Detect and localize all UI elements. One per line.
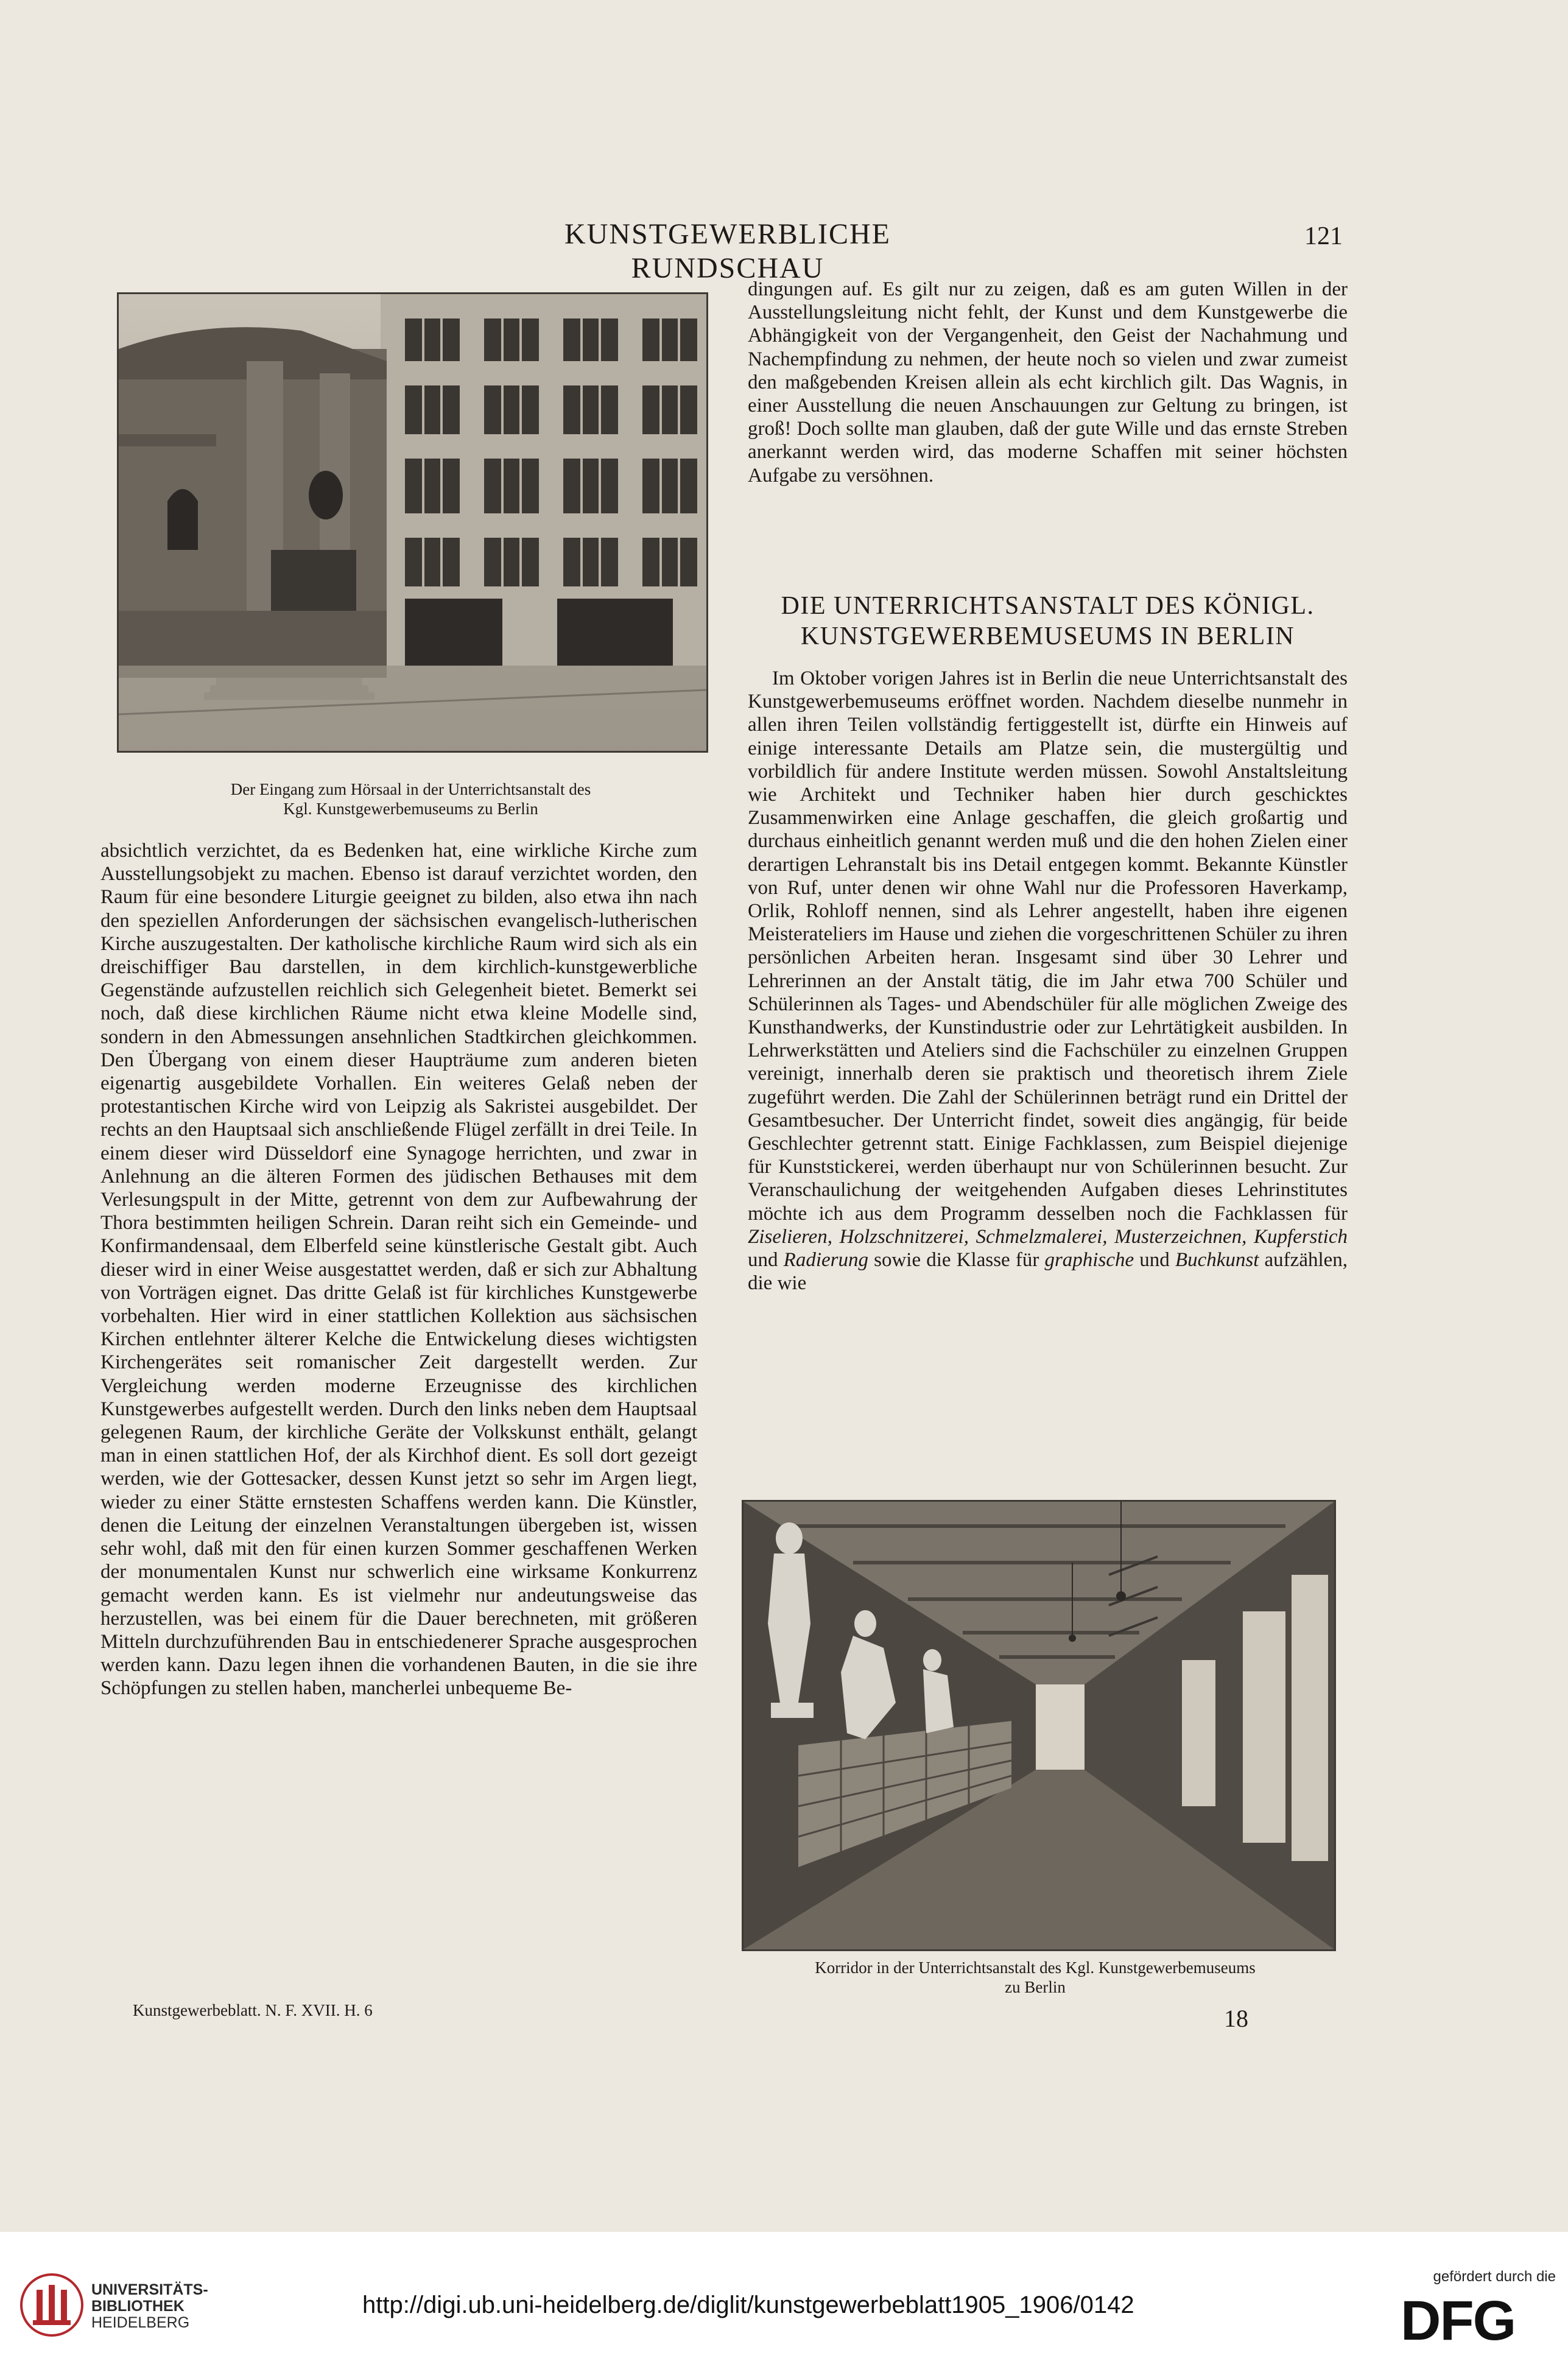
left-paragraph: absichtlich verzichtet, da es Bedenken hat, eine wirkliche Kirche zum Ausstellungsobjekt zu machen. Ebenso ist darauf verzichtet worden, den Raum für eine besondere Liturgie geeignet zu bilden, also etwa ihn nach den speziellen Anforderungen der sächsischen evangelisch-lutherischen Kirche auszugestalten. Der katholische kirchliche Raum wird sich als ein dreischiffiger Bau darstellen, in dem kirchlich-kunstgewerbliche Gegenstände aufzustellen reichlich sich Gelegenheit bietet. Bemerkt sei noch, daß diese kirchlichen Räume nicht etwa kleine Modelle sind, sondern in den Abmessungen ansehnlichen Stadtkirchen gleichkommen. Den Übergang von einem dieser Haupträume zum anderen bieten eigenartig ausgebildete Vorhallen. Ein weiteres Gelaß neben der protestantischen Kirche wird von Leipzig als Sakristei ausgebildet. Der rechts an den Hauptsaal sich anschließende Flügel zerfällt in drei Teile. In einem dieser wird Düsseldorf eine Synagoge herrichten, und zwar in Anlehnung an die älteren Formen des jüdischen Bethauses mit dem Verlesungspult in der Mitte, getrennt von dem zur Aufbewahrung der Thora bestimmten heiligen Schrein. Daran reiht sich ein Gemeinde- und Konfirmandensaal, dem Elberfeld seine künstlerische Gestalt gibt. Auch dieser wird in einer Weise ausgestattet werden, daß er sich zur Abhaltung von Vorträgen eignet. Das dritte Gelaß ist für kirchliches Kunstgewerbe vorbehalten. Hier wird in einer stattlichen Kollektion aus sächsischen Kirchen entlehnter älterer Kelche die Entwickelung dieses wichtigsten Kirchengerätes seit romanischer Zeit dargestellt werden. Zur Vergleichung werden moderne Erzeugnisse des kirchlichen Kunstgewerbes aufgestellt werden. Durch den links neben dem Hauptsaal gelegenen Raum, der kirchliche Geräte der Volkskunst enthält, gelangt man in einen stattlichen Hof, der als Kirchhof dient. Es soll dort gezeigt werden, wie der Gottesacker, dessen Kunst jetzt so sehr im Argen liegt, wieder zu einer Stätte ernstesten Schaffens werden kann. Die Künstler, denen die Leitung der einzelnen Veranstaltungen übergeben ist, wissen sehr wohl, daß mit den für einen kurzen Sommer geschaffenen Werken der monumentalen Kunst nur schwerlich eine wirksame Konkurrenz gemacht werden kann. Es ist vielmehr nur andeutungsweise das herzustellen, was bei einem für die Dauer berechneten, mit größeren Mitteln durchzuführenden Bau in entschiedenerer Sprache ausgesprochen werden kann. Dazu legen ihnen die vorhandenen Bauten, in die sie ihre Schöpfungen zu stellen haben, mancherlei unbequeme Be- xyxy=(100,840,697,1700)
italic-class-list: Ziselieren, Holzschnitzerei, Schmelzmalerei, Musterzeichnen, Kupferstich xyxy=(748,1225,1348,1248)
funding-label: gefördert durch die xyxy=(1433,2268,1556,2285)
connector-text-1: und xyxy=(748,1249,784,1272)
italic-graphische: graphische xyxy=(1044,1249,1134,1272)
figure1-caption-line1: Der Eingang zum Hörsaal in der Unterrichtsanstalt des xyxy=(230,780,591,798)
figure1-caption-line2: Kgl. Kunstgewerbemuseums zu Berlin xyxy=(283,800,538,818)
figure2-caption-line2: zu Berlin xyxy=(1005,1978,1066,1996)
section-paragraph xyxy=(748,667,1348,1295)
publication-footer: Kunstgewerbeblatt. N. F. XVII. H. 6 xyxy=(133,2001,373,2019)
library-line2: BIBLIOTHEK xyxy=(91,2298,185,2315)
university-library-name xyxy=(91,2282,208,2331)
corridor-illustration xyxy=(744,1502,1334,1949)
figure1-caption xyxy=(117,779,705,818)
section-body-text xyxy=(748,667,1348,1474)
figure2-caption-line1: Korridor in der Unterrichtsanstalt des Kgl. Kunstgewerbemuseums xyxy=(815,1958,1256,1977)
section-text-before: Im Oktober vorigen Jahres ist in Berlin die neue Unterrichtsanstalt des Kunstgewerbemuseums eröffnet worden. Nachdem dieselbe nunmehr in allen ihren Teilen vollständig fertiggestellt ist, dürfte ein Hinweis auf einige interessante Details am Platze sein, die mustergültig und vorbildlich für andere Institute werden müssen. Sowohl Anstaltsleitung wie Architekt und Techniker haben hier durch geschicktes Zusammenwirken eine Anlage geschaffen, die gleich großartig und durchaus einheitlich genannt werden muß und die den hohen Zielen einer derartigen Lehranstalt bis ins Detail entgegen kommt. Bekannte Künstler von Ruf, unter denen wir ohne Wahl nur die Professoren Haverkamp, Orlik, Rohloff nennen, sind als Lehrer angestellt, haben ihre eigenen Meisterateliers im Hause und ziehen die vorgeschrittenen Schüler zu ihren persönlichen Arbeiten heran. Insgesamt sind über 30 Lehrer und Lehrerinnen an der Anstalt tätig, die im Jahr etwa 700 Schüler und Schülerinnen als Tages- und Abendschüler für alle möglichen Zweige des Kunsthandwerks, der Kunstindustrie oder zur Lehrtätigkeit ausbilden. In Lehrwerkstätten und Ateliers sind die Fachschüler zu einzelnen Gruppen vereinigt, innerhalb deren sie praktisch und theoretisch ihrem Ziele zugeführt werden. Die Zahl der Schülerinnen beträgt rund ein Drittel der Gesamtbesucher. Der Unterricht findet, soweit dies angängig, für beide Geschlechter getrennt statt. Einige Fachklassen, zum Beispiel diejenige für Kunststickerei, werden überhaupt nur von Schülerinnen besucht. Zur Veranschaulichung der weitgehenden Aufgaben dieses Lehrinstitutes möchte ich aus dem Programm desselben noch die Fachklassen für xyxy=(748,667,1348,1225)
library-line3: HEIDELBERG xyxy=(91,2314,190,2331)
right-column-continuation xyxy=(748,278,1348,560)
university-library-logo-icon xyxy=(18,2271,85,2338)
continuation-paragraph: dingungen auf. Es gilt nur zu zeigen, daß es am guten Willen in der Ausstellungsleitung nicht fehlt, der Kunst und dem Kunstgewerbe die Abhängigkeit von der Vergangenheit, den Geist der Nachahmung und Nachempfindung zu nehmen, der heute noch so vielen und zwar zumeist den maßgebenden Kreisen allein als echt kirchlich gilt. Das Wagnis, in einer Ausstellung die neuen Anschauungen zur Geltung zu bringen, ist groß! Doch sollte man glauben, daß der gute Wille und das ernste Streben anerkannt werden wird, das moderne Schaffen mit seiner höchsten Aufgabe zu versöhnen. xyxy=(748,278,1348,487)
signature-number: 18 xyxy=(1224,2005,1248,2032)
library-line1: UNIVERSITÄTS- xyxy=(91,2281,208,2298)
building-entrance-illustration xyxy=(119,294,706,751)
italic-buchkunst: Buchkunst xyxy=(1175,1249,1259,1272)
section-heading-line2: KUNSTGEWERBEMUSEUMS IN BERLIN xyxy=(800,622,1295,650)
section-heading xyxy=(748,591,1348,652)
digitization-bar xyxy=(0,2232,1568,2361)
running-title: KUNSTGEWERBLICHE RUNDSCHAU xyxy=(564,218,891,284)
page-number: 121 xyxy=(1304,222,1343,250)
building-entrance-photo xyxy=(117,292,708,753)
connector-text-3: und xyxy=(1134,1249,1175,1272)
italic-radierung: Radierung xyxy=(783,1249,868,1272)
left-column-text xyxy=(100,839,697,1986)
corridor-photo xyxy=(742,1500,1336,1951)
section-text-after: aufzählen, die wie xyxy=(748,1249,1348,1295)
section-heading-line1: DIE UNTERRICHTSANSTALT DES KÖNIGL. xyxy=(781,592,1315,620)
source-url-link[interactable]: http://digi.ub.uni-heidelberg.de/diglit/kunstgewerbeblatt1905_1906/0142 xyxy=(362,2292,1134,2318)
dfg-logo: DFG xyxy=(1401,2290,1516,2352)
figure2-caption xyxy=(731,1958,1340,1997)
connector-text-2: sowie die Klasse für xyxy=(868,1249,1045,1272)
